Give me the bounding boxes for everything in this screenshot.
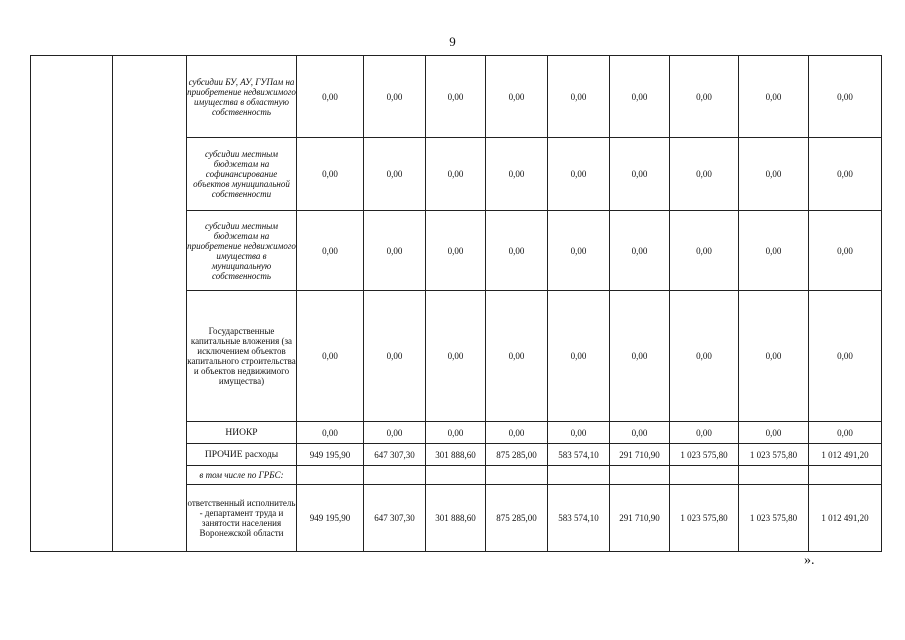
value-cell: 0,00 [364,211,426,291]
value-cell: 0,00 [809,211,882,291]
row-label: Государственные капитальные вложения (за исключением объектов капитального строительства и объектов недвижимого имущества) [187,291,297,422]
value-cell: 0,00 [486,138,548,211]
table-row [31,56,882,138]
row-label: субсидии местным бюджетам на софинансирование объектов муниципальной собственности [187,138,297,211]
value-cell: 0,00 [486,291,548,422]
closing-quote-mark: ». [804,553,815,568]
page-number: 9 [449,34,456,49]
value-cell: 0,00 [610,138,670,211]
value-cell: 0,00 [548,211,610,291]
empty-cell [670,466,739,485]
value-cell: 949 195,90 [297,485,364,552]
empty-cell [809,466,882,485]
row-label: ответственный исполнитель - департамент труда и занятости населения Воронежской области [187,485,297,552]
value-cell: 0,00 [809,138,882,211]
value-cell: 0,00 [426,211,486,291]
value-cell: 291 710,90 [610,444,670,466]
value-cell: 0,00 [297,56,364,138]
empty-cell [548,466,610,485]
value-cell: 0,00 [426,291,486,422]
value-cell: 1 012 491,20 [809,444,882,466]
value-cell: 301 888,60 [426,485,486,552]
empty-cell [364,466,426,485]
empty-cell [426,466,486,485]
value-cell: 1 012 491,20 [809,485,882,552]
value-cell: 875 285,00 [486,485,548,552]
value-cell: 0,00 [670,211,739,291]
value-cell: 0,00 [610,56,670,138]
empty-cell [486,466,548,485]
value-cell: 949 195,90 [297,444,364,466]
value-cell: 0,00 [548,138,610,211]
empty-cell [739,466,809,485]
value-cell: 0,00 [739,211,809,291]
value-cell: 0,00 [809,291,882,422]
grbs-note: в том числе по ГРБС: [187,466,297,485]
value-cell: 0,00 [739,56,809,138]
value-cell: 0,00 [297,138,364,211]
value-cell: 875 285,00 [486,444,548,466]
row-label: НИОКР [187,422,297,444]
value-cell: 0,00 [670,291,739,422]
value-cell: 647 307,30 [364,485,426,552]
row-label: субсидии БУ, АУ, ГУПам на приобретение недвижимого имущества в областную собственность [187,56,297,138]
value-cell: 0,00 [364,291,426,422]
value-cell: 0,00 [364,422,426,444]
value-cell: 0,00 [670,56,739,138]
value-cell: 647 307,30 [364,444,426,466]
value-cell: 0,00 [297,422,364,444]
value-cell: 0,00 [297,291,364,422]
value-cell: 1 023 575,80 [739,485,809,552]
value-cell: 0,00 [739,422,809,444]
value-cell: 0,00 [364,56,426,138]
blank-cell-col2 [113,56,187,552]
value-cell: 0,00 [297,211,364,291]
value-cell: 0,00 [426,138,486,211]
value-cell: 1 023 575,80 [670,485,739,552]
value-cell: 0,00 [809,422,882,444]
budget-table [30,55,882,552]
value-cell: 0,00 [809,56,882,138]
value-cell: 0,00 [486,422,548,444]
value-cell: 1 023 575,80 [670,444,739,466]
value-cell: 0,00 [486,56,548,138]
row-label: ПРОЧИЕ расходы [187,444,297,466]
value-cell: 0,00 [670,138,739,211]
value-cell: 0,00 [670,422,739,444]
value-cell: 0,00 [739,291,809,422]
value-cell: 0,00 [548,56,610,138]
value-cell: 583 574,10 [548,485,610,552]
empty-cell [610,466,670,485]
value-cell: 0,00 [486,211,548,291]
value-cell: 0,00 [548,422,610,444]
value-cell: 291 710,90 [610,485,670,552]
value-cell: 0,00 [610,211,670,291]
value-cell: 583 574,10 [548,444,610,466]
value-cell: 0,00 [610,422,670,444]
value-cell: 0,00 [548,291,610,422]
value-cell: 1 023 575,80 [739,444,809,466]
empty-cell [297,466,364,485]
blank-cell-col1 [31,56,113,552]
row-label: субсидии местным бюджетам на приобретение недвижимого имущества в муниципальную собственность [187,211,297,291]
value-cell: 0,00 [739,138,809,211]
value-cell: 0,00 [610,291,670,422]
value-cell: 301 888,60 [426,444,486,466]
value-cell: 0,00 [364,138,426,211]
value-cell: 0,00 [426,56,486,138]
value-cell: 0,00 [426,422,486,444]
